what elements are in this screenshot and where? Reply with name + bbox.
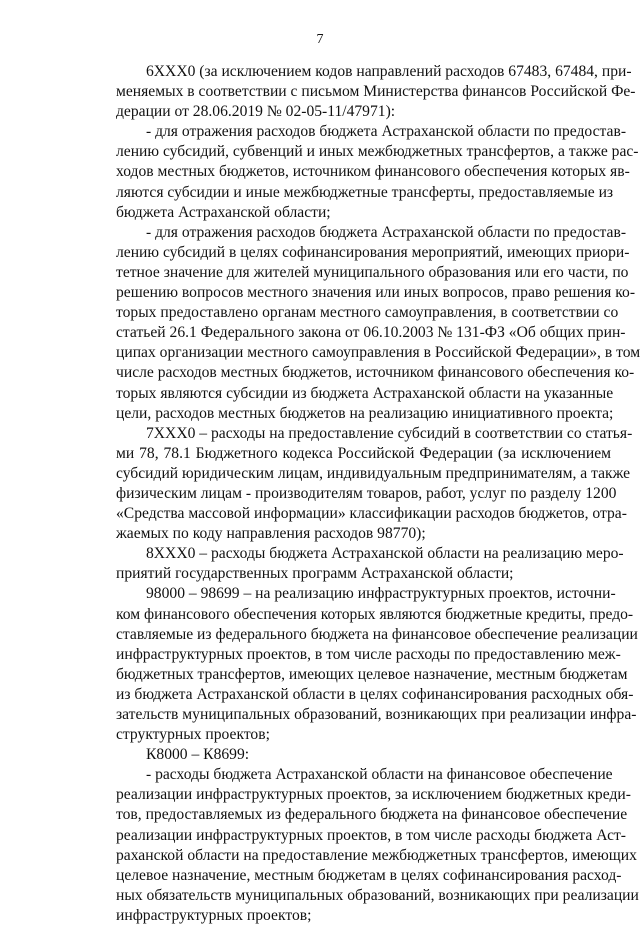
text-line: - для отражения расходов бюджета Астраханской области по предостав- [146,123,627,141]
text-line: жаемых по коду направления расходов 98770); [116,525,426,543]
text-line: торых предоставлено органам местного самоуправления, в соответствии со [116,304,619,322]
text-line: инфраструктурных проектов, в том числе расходы по предоставлению меж- [116,645,621,663]
text-line: 6XXX0 (за исключением кодов направлений расходов 67483, 67484, при- [146,63,632,80]
text-line: тетное значение для жителей муниципального образования или его части, по [116,263,629,281]
text-line: цели, расходов местных бюджетов на реализацию инициативного проекта; [116,404,614,422]
text-line: бюджетных трансфертов, имеющих целевое назначение, местным бюджетам [116,665,628,683]
text-line: меняемых в соответствии с письмом Министерства финансов Российской Фе- [116,83,636,101]
paragraph-p3 [116,223,640,424]
text-line: реализации инфраструктурных проектов, за исключением бюджетных креди- [116,786,631,804]
text-line: бюджета Астраханской области; [116,203,331,221]
text-line: статьей 26.1 Федерального закона от 06.10.2003 № 131-ФЗ «Об общих прин- [116,324,626,342]
text-line: лению субсидий в целях софинансирования мероприятий, имеющих приори- [116,243,630,261]
text-line: ляются субсидии и иные межбюджетные трансферты, предоставляемые из [116,183,614,201]
text-line: из бюджета Астраханской области в целях софинансирования расходных обя- [116,685,634,703]
paragraph-p5 [116,544,624,584]
text-line: ходов местных бюджетов, источником финансового обеспечения которых яв- [116,163,630,181]
text-line: дерации от 28.06.2019 № 02-05-11/47971): [116,103,396,121]
text-line: числе расходов местных бюджетов, источником финансового обеспечения ко- [116,364,635,382]
text-line: - для отражения расходов бюджета Астраханской области по предостав- [146,223,627,241]
text-line: структурных проектов; [116,726,270,744]
text-line: зательств муниципальных образований, возникающих при реализации инфра- [116,706,637,723]
text-line: - расходы бюджета Астраханской области на финансовое обеспечение [146,766,613,784]
paragraph-p7 [116,745,611,765]
text-line: инфраструктурных проектов; [116,906,312,924]
paragraph-p4 [116,424,633,545]
text-line: ставляемые из федерального бюджета на финансовое обеспечение реализации [116,625,638,643]
text-line: 7XXX0 – расходы на предоставление субсидий в соответствии со статья- [146,424,633,442]
text-line: К8000 – К8699: [146,746,250,764]
text-line: ных обязательств муниципальных образований, возникающих при реализации [116,886,639,904]
document-body [116,62,640,926]
paragraph-p6 [116,584,638,745]
text-line: «Средства массовой информации» классификации расходов бюджетов, отра- [116,505,627,523]
text-line: субсидий юридическим лицам, индивидуальным предпринимателям, а также [116,464,631,482]
text-line: тов, предоставляемых из федерального бюджета на финансовое обеспечение [116,806,628,824]
text-line: решению вопросов местного значения или иных вопросов, право решения ко- [116,284,636,302]
text-line: физическим лицам - производителям товаров, работ, услуг по разделу 1200 [116,484,617,502]
text-line: целевое назначение, местным бюджетам в целях софинансирования расход- [116,866,622,884]
text-line: ми 78, 78.1 Бюджетного кодекса Российской Федерации (за исключением [116,444,611,462]
text-line: 98000 – 98699 – на реализацию инфраструктурных проектов, источни- [146,585,616,603]
text-line: ципах организации местного самоуправления в Российской Федерации», в том [116,344,640,362]
paragraph-p1 [116,62,636,122]
page-number: 7 [316,32,324,47]
text-line: приятий государственных программ Астраханской области; [116,565,514,583]
text-line: реализации инфраструктурных проектов, в том числе расходы бюджета Аст- [116,826,626,844]
paragraph-p2 [116,122,639,222]
text-line: раханской области на предоставление межбюджетных трансфертов, имеющих [116,846,637,864]
text-line: лению субсидий, субвенций и иных межбюджетных трансфертов, а также рас- [116,143,639,161]
text-line: торых являются субсидии из бюджета Астраханской области на указанные [116,384,614,402]
text-line: ком финансового обеспечения которых являются бюджетные кредиты, предо- [116,605,634,623]
paragraph-p8 [116,765,639,926]
text-line: 8XXX0 – расходы бюджета Астраханской области на реализацию меро- [146,545,624,563]
